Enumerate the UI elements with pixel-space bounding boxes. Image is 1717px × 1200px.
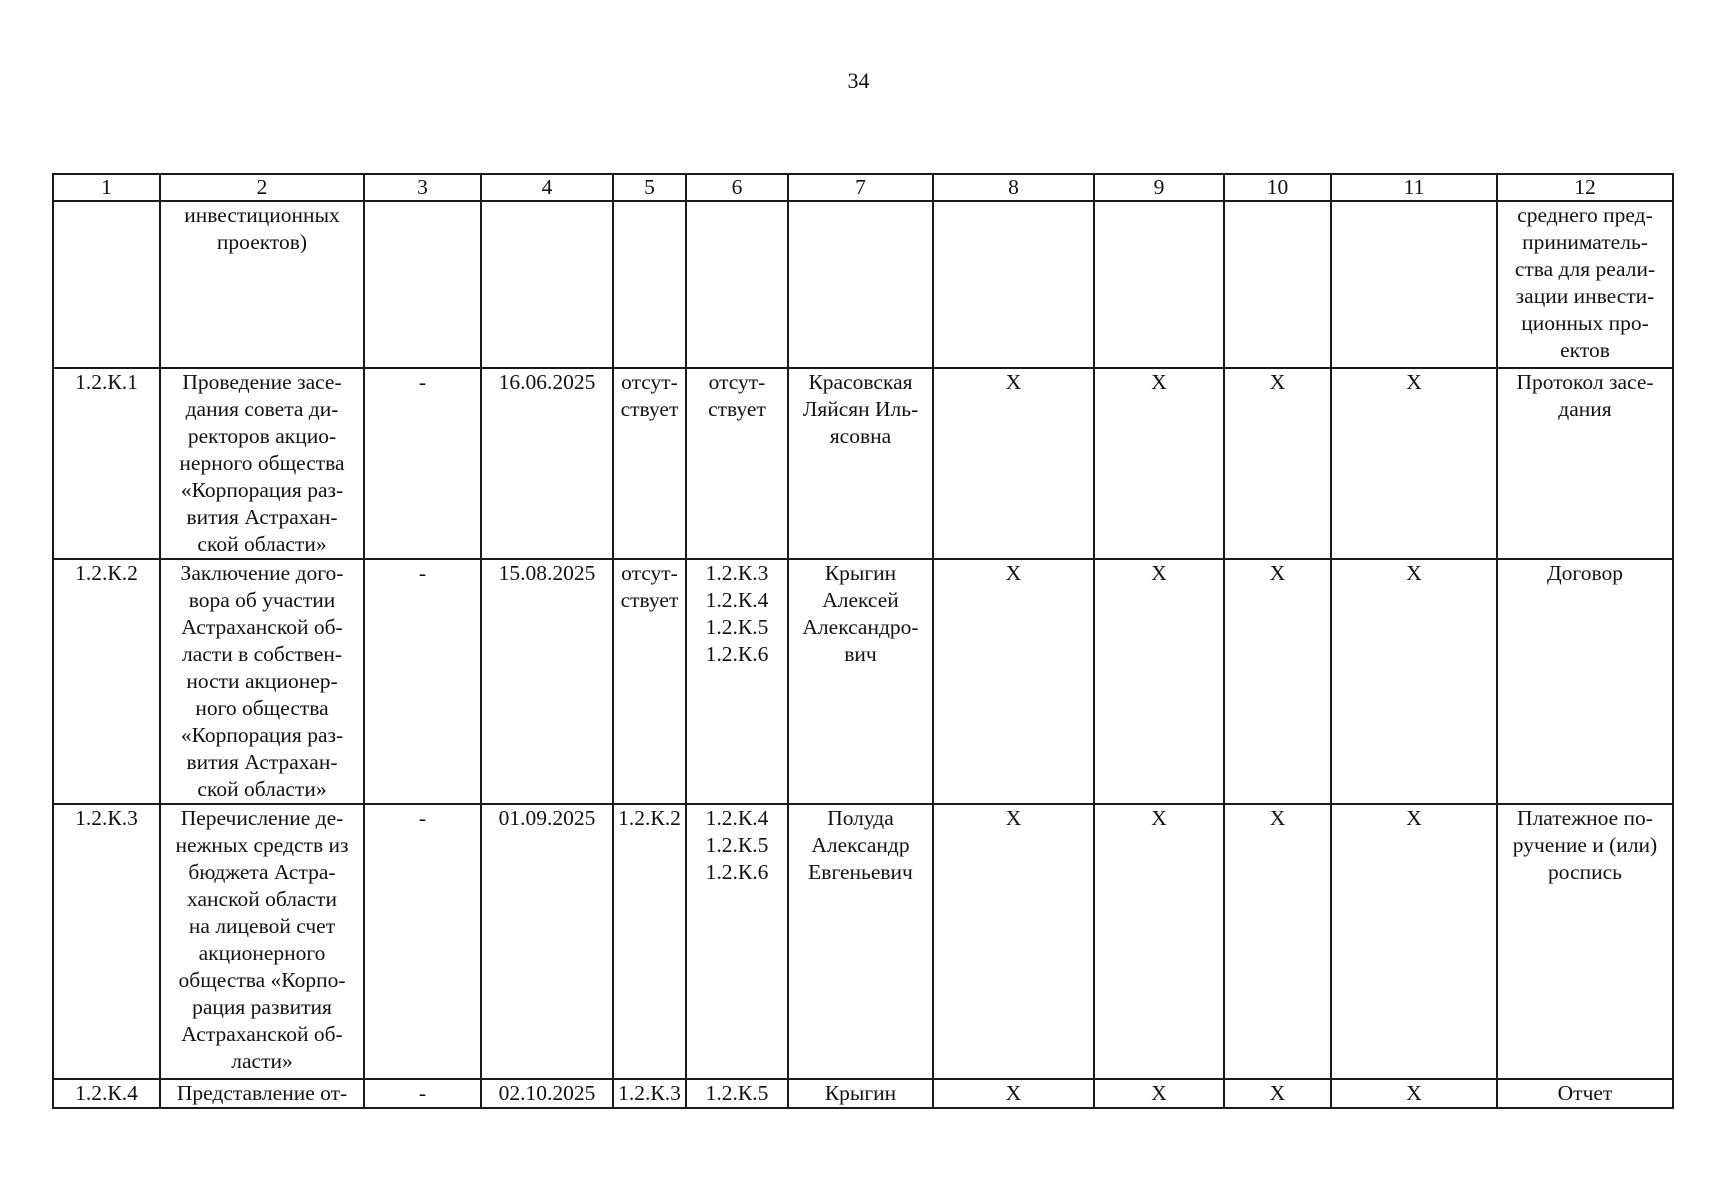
header-cell-10: 10 bbox=[1224, 174, 1331, 201]
col8-cell bbox=[933, 201, 1094, 368]
task-name-cell-line: ской области» bbox=[197, 777, 327, 801]
successor-cell-line: 1.2.К.3 bbox=[705, 561, 769, 585]
document-cell bbox=[1497, 368, 1673, 559]
successor-cell-line: 1.2.К.5 bbox=[705, 833, 769, 857]
document-cell-line: ства для реали- bbox=[1514, 257, 1656, 281]
col8-cell bbox=[933, 1079, 1094, 1108]
task-name-cell-line: проектов) bbox=[216, 230, 308, 254]
document-cell-line: Платежное по- bbox=[1517, 806, 1653, 830]
document-cell-line: зации инвести- bbox=[1515, 284, 1655, 308]
successor-cell-line: 1.2.К.6 bbox=[705, 860, 769, 884]
document-cell-line: роспись bbox=[1548, 860, 1622, 884]
task-name-cell-line: рация развития bbox=[192, 995, 332, 1019]
task-name-cell bbox=[160, 804, 364, 1079]
task-id-cell-text: 1.2.К.3 bbox=[75, 806, 138, 830]
col3-cell bbox=[364, 368, 481, 559]
predecessor-cell-line: 1.2.К.2 bbox=[618, 806, 681, 830]
responsible-cell-line: Александро- bbox=[802, 615, 919, 639]
responsible-cell bbox=[788, 368, 933, 559]
responsible-cell-line: Евгеньевич bbox=[808, 860, 913, 884]
task-name-cell-line: ности акционер- bbox=[186, 669, 338, 693]
col8-cell-text: Х bbox=[1005, 1081, 1022, 1105]
col11-cell bbox=[1331, 804, 1497, 1079]
task-id-cell-text: 1.2.К.4 bbox=[75, 1081, 138, 1105]
col10-cell bbox=[1224, 559, 1331, 804]
task-name-cell bbox=[160, 201, 364, 368]
successor-cell-line: 1.2.К.6 bbox=[705, 642, 769, 666]
predecessor-cell-line: ствует bbox=[620, 588, 679, 612]
date-cell bbox=[481, 559, 613, 804]
col8-cell bbox=[933, 804, 1094, 1079]
date-cell bbox=[481, 201, 613, 368]
col8-cell-text: Х bbox=[1005, 806, 1022, 830]
document-cell-line: Протокол засе- bbox=[1516, 370, 1654, 394]
col10-cell-text: Х bbox=[1269, 806, 1286, 830]
task-id-cell bbox=[53, 201, 160, 368]
predecessor-cell bbox=[613, 1079, 686, 1108]
page-number: 34 bbox=[847, 68, 870, 93]
successor-cell bbox=[686, 1079, 788, 1108]
header-cell-4: 4 bbox=[481, 174, 613, 201]
document-cell bbox=[1497, 559, 1673, 804]
task-name-cell-line: Астраханской об- bbox=[181, 615, 343, 639]
header-cell-2: 2 bbox=[160, 174, 364, 201]
col3-cell bbox=[364, 804, 481, 1079]
col11-cell-text: Х bbox=[1406, 806, 1422, 830]
col10-cell-text: Х bbox=[1269, 561, 1286, 585]
col11-cell bbox=[1331, 201, 1497, 368]
col11-cell-text: Х bbox=[1406, 1081, 1422, 1105]
document-cell-line: приниматель- bbox=[1522, 230, 1648, 254]
task-name-cell-line: нерного общества bbox=[179, 451, 345, 475]
successor-cell bbox=[686, 368, 788, 559]
document-cell bbox=[1497, 201, 1673, 368]
col9-cell-text: Х bbox=[1151, 806, 1167, 830]
table-row bbox=[53, 368, 1673, 559]
responsible-cell-line: Красовская bbox=[808, 370, 913, 394]
header-cell-9: 9 bbox=[1094, 174, 1224, 201]
successor-cell bbox=[686, 804, 788, 1079]
table-header bbox=[53, 174, 1673, 201]
task-name-cell-line: Перечисление де- bbox=[180, 806, 344, 830]
successor-cell-line: ствует bbox=[708, 397, 766, 421]
col3-cell bbox=[364, 559, 481, 804]
task-name-cell-line: ного общества bbox=[195, 696, 329, 720]
table-row bbox=[53, 1079, 1673, 1108]
responsible-cell-line: Крыгин bbox=[824, 1081, 897, 1105]
responsible-cell bbox=[788, 559, 933, 804]
task-id-cell-text: 1.2.К.1 bbox=[75, 370, 138, 394]
header-cell-5: 5 bbox=[613, 174, 686, 201]
col11-cell bbox=[1331, 368, 1497, 559]
col9-cell-text: Х bbox=[1151, 1081, 1167, 1105]
table-row bbox=[53, 804, 1673, 1079]
responsible-cell-line: Алексей bbox=[822, 588, 899, 612]
document-cell bbox=[1497, 1079, 1673, 1108]
date-cell-text: 15.08.2025 bbox=[498, 561, 596, 585]
col9-cell bbox=[1094, 559, 1224, 804]
header-cell-11: 11 bbox=[1331, 174, 1497, 201]
col3-cell-text: - bbox=[418, 370, 427, 394]
predecessor-cell bbox=[613, 804, 686, 1079]
task-name-cell-line: «Корпорация раз- bbox=[180, 478, 344, 502]
col11-cell-text: Х bbox=[1406, 561, 1422, 585]
header-cell-1: 1 bbox=[53, 174, 160, 201]
task-id-cell bbox=[53, 559, 160, 804]
responsible-cell-line: Александр bbox=[811, 833, 910, 857]
col8-cell bbox=[933, 368, 1094, 559]
responsible-cell bbox=[788, 1079, 933, 1108]
document-cell-line: ручение и (или) bbox=[1512, 833, 1658, 857]
task-name-cell-line: нежных средств из bbox=[175, 833, 349, 857]
responsible-cell-line: Полуда bbox=[827, 806, 894, 830]
date-cell bbox=[481, 1079, 613, 1108]
col3-cell bbox=[364, 201, 481, 368]
predecessor-cell-line: отсут- bbox=[621, 561, 678, 585]
responsible-cell bbox=[788, 201, 933, 368]
document-cell bbox=[1497, 804, 1673, 1079]
task-name-cell bbox=[160, 368, 364, 559]
responsible-cell-line: вич bbox=[844, 642, 877, 666]
col8-cell-text: Х bbox=[1005, 561, 1022, 585]
col11-cell bbox=[1331, 1079, 1497, 1108]
task-name-cell bbox=[160, 1079, 364, 1108]
col9-cell-text: Х bbox=[1151, 370, 1167, 394]
task-name-cell-line: ласти» bbox=[231, 1049, 293, 1073]
successor-cell-line: отсут- bbox=[708, 370, 766, 394]
col11-cell-text: Х bbox=[1406, 370, 1422, 394]
col3-cell-text: - bbox=[418, 561, 427, 585]
task-name-cell-line: на лицевой счет bbox=[188, 914, 336, 938]
responsible-cell-line: ясовна bbox=[829, 424, 892, 448]
task-name-cell-line: Заключение дого- bbox=[180, 561, 344, 585]
header-cell-6: 6 bbox=[686, 174, 788, 201]
task-name-cell-line: «Корпорация раз- bbox=[180, 723, 344, 747]
task-name-cell-line: акционерного bbox=[198, 941, 326, 965]
responsible-cell-line: Ляйсян Иль- bbox=[802, 397, 919, 421]
predecessor-cell-line: ствует bbox=[620, 397, 679, 421]
task-name-cell-line: ректоров акцио- bbox=[187, 424, 337, 448]
task-id-cell bbox=[53, 804, 160, 1079]
col10-cell-text: Х bbox=[1269, 1081, 1286, 1105]
col3-cell-text: - bbox=[418, 1081, 427, 1105]
document-cell-line: ектов bbox=[1560, 338, 1610, 362]
responsible-cell bbox=[788, 804, 933, 1079]
predecessor-cell bbox=[613, 368, 686, 559]
col8-cell-text: Х bbox=[1005, 370, 1022, 394]
col9-cell bbox=[1094, 368, 1224, 559]
col3-cell-text: - bbox=[418, 806, 427, 830]
successor-cell bbox=[686, 201, 788, 368]
task-name-cell-line: ласти в собствен- bbox=[181, 642, 343, 666]
col9-cell bbox=[1094, 804, 1224, 1079]
table-row bbox=[53, 559, 1673, 804]
header-cell-7: 7 bbox=[788, 174, 933, 201]
date-cell-text: 02.10.2025 bbox=[498, 1081, 596, 1105]
successor-cell-line: 1.2.К.4 bbox=[705, 588, 769, 612]
task-id-cell bbox=[53, 368, 160, 559]
table-body bbox=[53, 201, 1673, 1108]
task-name-cell-line: общества «Корпо- bbox=[178, 968, 346, 992]
task-id-cell bbox=[53, 1079, 160, 1108]
col10-cell bbox=[1224, 1079, 1331, 1108]
table-row bbox=[53, 201, 1673, 368]
task-name-cell-line: вора об участии bbox=[188, 588, 336, 612]
task-name-cell-line: бюджета Астра- bbox=[188, 860, 336, 884]
document-cell-line: дания bbox=[1558, 397, 1612, 421]
task-name-cell-line: ханской области bbox=[187, 887, 337, 911]
header-cell-3: 3 bbox=[364, 174, 481, 201]
col9-cell-text: Х bbox=[1151, 561, 1167, 585]
task-name-cell-line: Представление от- bbox=[176, 1081, 348, 1105]
task-name-cell-line: Проведение засе- bbox=[182, 370, 342, 394]
document-cell-line: среднего пред- bbox=[1517, 203, 1653, 227]
header-cell-8: 8 bbox=[933, 174, 1094, 201]
date-cell-text: 01.09.2025 bbox=[498, 806, 596, 830]
document-cell-line: Отчет bbox=[1557, 1081, 1613, 1105]
col8-cell bbox=[933, 559, 1094, 804]
successor-cell-line: 1.2.К.5 bbox=[705, 615, 769, 639]
document-cell-line: ционных про- bbox=[1521, 311, 1649, 335]
task-name-cell-line: инвестиционных bbox=[184, 203, 340, 227]
predecessor-cell-line: отсут- bbox=[621, 370, 678, 394]
document-cell-line: Договор bbox=[1547, 561, 1623, 585]
col10-cell bbox=[1224, 368, 1331, 559]
task-id-cell-text: 1.2.К.2 bbox=[75, 561, 138, 585]
task-name-cell-line: дания совета ди- bbox=[185, 397, 339, 421]
task-name-cell bbox=[160, 559, 364, 804]
col11-cell bbox=[1331, 559, 1497, 804]
col3-cell bbox=[364, 1079, 481, 1108]
predecessor-cell bbox=[613, 201, 686, 368]
predecessor-cell bbox=[613, 559, 686, 804]
task-name-cell-line: вития Астрахан- bbox=[186, 750, 338, 774]
col9-cell bbox=[1094, 1079, 1224, 1108]
date-cell bbox=[481, 804, 613, 1079]
date-cell-text: 16.06.2025 bbox=[498, 370, 596, 394]
date-cell bbox=[481, 368, 613, 559]
header-row bbox=[53, 174, 1673, 201]
successor-cell bbox=[686, 559, 788, 804]
predecessor-cell-line: 1.2.К.3 bbox=[618, 1081, 681, 1105]
successor-cell-line: 1.2.К.5 bbox=[705, 1081, 769, 1105]
task-name-cell-line: вития Астрахан- bbox=[186, 505, 338, 529]
responsible-cell-line: Крыгин bbox=[824, 561, 897, 585]
col9-cell bbox=[1094, 201, 1224, 368]
plan-table bbox=[52, 173, 1674, 1109]
task-name-cell-line: Астраханской об- bbox=[181, 1022, 343, 1046]
successor-cell-line: 1.2.К.4 bbox=[705, 806, 769, 830]
col10-cell bbox=[1224, 201, 1331, 368]
col10-cell-text: Х bbox=[1269, 370, 1286, 394]
col10-cell bbox=[1224, 804, 1331, 1079]
header-cell-12: 12 bbox=[1497, 174, 1673, 201]
task-name-cell-line: ской области» bbox=[197, 532, 327, 556]
